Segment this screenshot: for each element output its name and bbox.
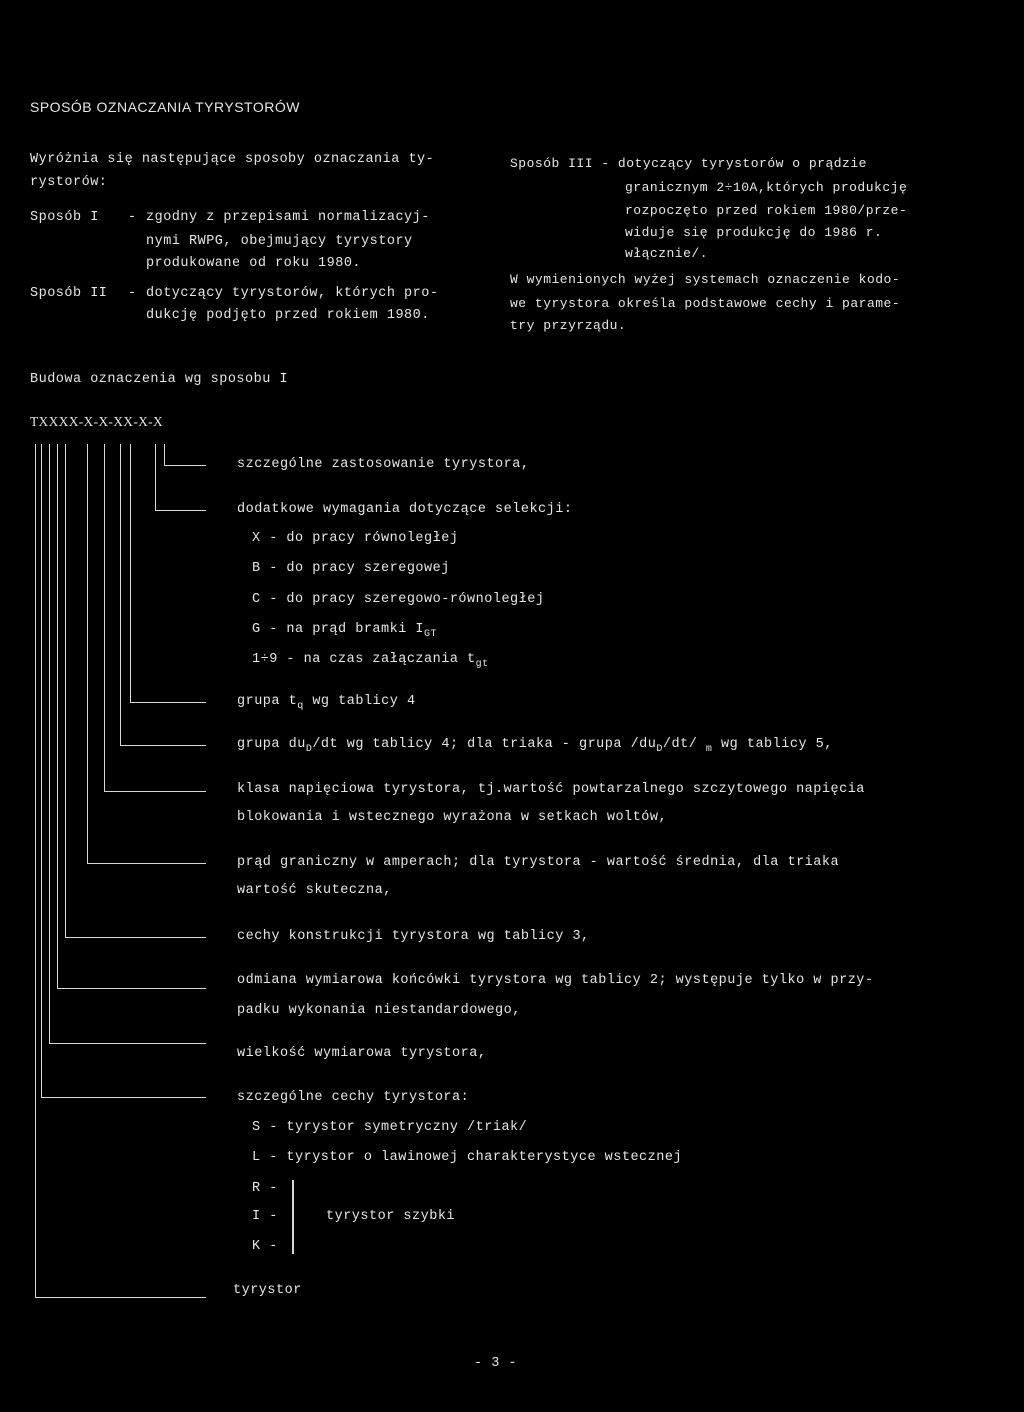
- item-voltage-class-line-2: blokowania i wstecznego wyrażona w setkach woltów,: [237, 810, 668, 825]
- sposob-3-line-5: włącznie/.: [625, 246, 709, 261]
- feature-fast-thyristor: tyrystor szybki: [326, 1209, 456, 1224]
- sposob-3-line-3: rozpoczęto przed rokiem 1980/prze-: [625, 203, 908, 218]
- selection-option-1-9: 1÷9 - na czas załączania $t_{gt}$: [252, 652, 489, 670]
- item-terminal-variant-line-1: odmiana wymiarowa końcówki tyrystora wg tablicy 2; występuje tylko w przy-: [237, 973, 874, 988]
- item-size: wielkość wymiarowa tyrystora,: [237, 1046, 487, 1061]
- note-line-2: we tyrystora określa podstawowe cechy i parame-: [510, 296, 901, 311]
- feature-s: S - tyrystor symetryczny /triak/: [252, 1120, 528, 1135]
- sposob-2-label: Sposób II: [30, 286, 108, 301]
- selection-option-c: C - do pracy szeregowo-równoległej: [252, 592, 545, 607]
- code-template: TXXXX-X-X-XX-X-X: [30, 414, 164, 429]
- item-dudt-group: grupa $du_D/dt$ wg tablicy 4; dla triaka - grupa $/du_D/dt/$ $_m$ wg tablicy 5,: [237, 737, 833, 755]
- selection-option-b: B - do pracy szeregowej: [252, 561, 450, 576]
- feature-r: R -: [252, 1181, 278, 1196]
- intro-line-2: rystorów:: [30, 175, 108, 190]
- feature-l: L - tyrystor o lawinowej charakterystyce wstecznej: [252, 1150, 683, 1165]
- item-terminal-variant-line-2: padku wykonania niestandardowego,: [237, 1003, 521, 1018]
- feature-brace: [292, 1180, 294, 1254]
- item-thyristor: tyrystor: [233, 1283, 302, 1298]
- sposob-2-dash: -: [128, 286, 137, 301]
- sposob-1-dash: -: [128, 210, 137, 225]
- page-number: - 3 -: [474, 1356, 518, 1371]
- selection-option-g: G - na prąd bramki $I_{GT}$: [252, 622, 438, 640]
- sposob-3-line-1: Sposób III - dotyczący tyrystorów o prądzie: [510, 156, 867, 171]
- feature-i: I -: [252, 1209, 278, 1224]
- item-tq-group: grupa $t_q$ wg tablicy 4: [237, 694, 416, 712]
- sposob-1-line-2: nymi RWPG, obejmujący tyrystory: [146, 234, 413, 249]
- note-line-1: W wymienionych wyżej systemach oznaczenie kodo-: [510, 272, 901, 287]
- sposob-1-line-1: zgodny z przepisami normalizacyj-: [146, 210, 430, 225]
- item-current-line-1: prąd graniczny w amperach; dla tyrystora - wartość średnia, dla triaka: [237, 855, 840, 870]
- note-line-3: try przyrządu.: [510, 318, 627, 333]
- section-title: Budowa oznaczenia wg sposobu I: [30, 372, 289, 387]
- sposob-1-line-3: produkowane od roku 1980.: [146, 256, 362, 271]
- sposob-3-line-4: widuje się produkcję do 1986 r.: [625, 225, 883, 240]
- item-voltage-class-line-1: klasa napięciowa tyrystora, tj.wartość powtarzalnego szczytowego napięcia: [237, 782, 865, 797]
- item-special-application: szczególne zastosowanie tyrystora,: [237, 457, 530, 472]
- item-special-features: szczególne cechy tyrystora:: [237, 1090, 470, 1105]
- item-construction: cechy konstrukcji tyrystora wg tablicy 3,: [237, 929, 590, 944]
- page-title: SPOSÓB OZNACZANIA TYRYSTORÓW: [30, 99, 300, 115]
- sposob-3-line-2: granicznym 2÷10A,których produkcję: [625, 180, 908, 195]
- item-selection-requirements: dodatkowe wymagania dotyczące selekcji:: [237, 502, 573, 517]
- feature-k: K -: [252, 1239, 278, 1254]
- intro-line-1: Wyróżnia się następujące sposoby oznaczania ty-: [30, 152, 435, 167]
- sposob-1-label: Sposób I: [30, 210, 99, 225]
- sposob-2-line-2: dukcję podjęto przed rokiem 1980.: [146, 308, 430, 323]
- selection-option-x: X - do pracy równoległej: [252, 531, 459, 546]
- item-current-line-2: wartość skuteczna,: [237, 883, 392, 898]
- sposob-2-line-1: dotyczący tyrystorów, których pro-: [146, 286, 439, 301]
